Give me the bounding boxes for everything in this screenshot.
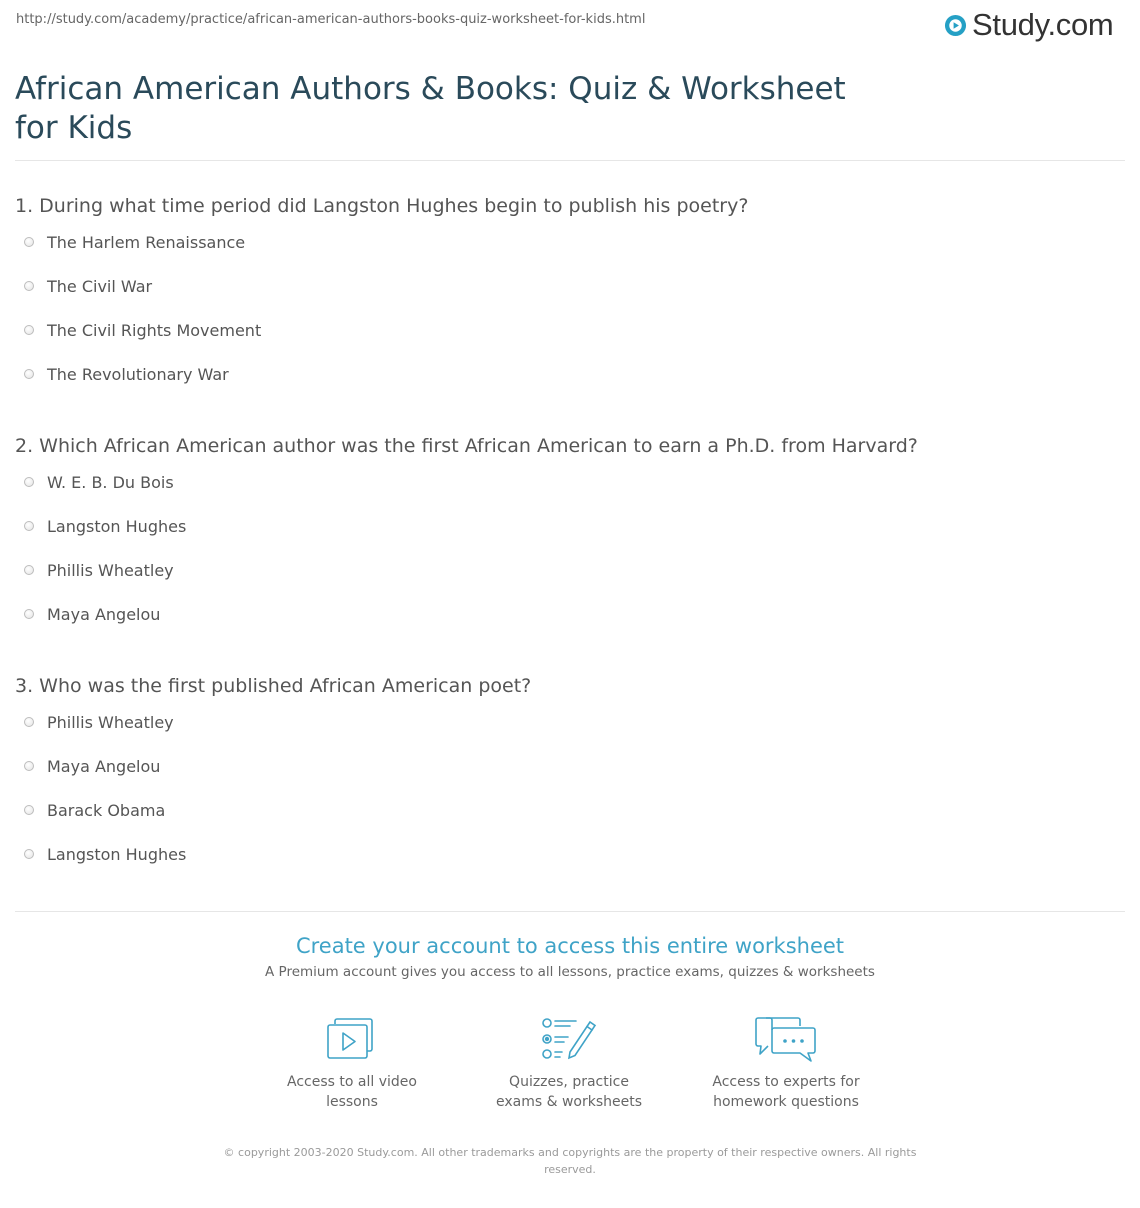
radio-button[interactable]: [24, 609, 34, 619]
page-url: http://study.com/academy/practice/african-american-authors-books-quiz-worksheet-for-kids.html: [16, 12, 646, 27]
section-divider: [15, 911, 1125, 912]
quiz-checklist-icon: [540, 1016, 598, 1062]
answer-option[interactable]: [15, 278, 1115, 322]
radio-button[interactable]: [24, 849, 34, 859]
answer-label: Maya Angelou: [47, 605, 161, 624]
feature-video-lessons: [252, 1016, 452, 1112]
question-2: [15, 433, 1115, 650]
answer-option[interactable]: [15, 802, 1115, 846]
radio-button[interactable]: [24, 369, 34, 379]
radio-button[interactable]: [24, 477, 34, 487]
question-text: 3. Who was the first published African American poet?: [15, 675, 532, 697]
feature-label: Quizzes, practice exams & worksheets: [495, 1074, 643, 1110]
radio-button[interactable]: [24, 717, 34, 727]
answer-label: The Revolutionary War: [47, 365, 229, 384]
answer-option[interactable]: [15, 758, 1115, 802]
answer-option[interactable]: [15, 562, 1115, 606]
answer-label: The Harlem Renaissance: [47, 233, 246, 252]
answer-option[interactable]: [15, 366, 1115, 410]
radio-button[interactable]: [24, 761, 34, 771]
answer-label: The Civil War: [47, 277, 153, 296]
answer-label: Langston Hughes: [47, 845, 187, 864]
radio-button[interactable]: [24, 521, 34, 531]
feature-label: Access to all video lessons: [287, 1074, 417, 1110]
answer-option[interactable]: [15, 474, 1115, 518]
copyright-text: © copyright 2003-2020 Study.com. All other trademarks and copyrights are the property of their respective owners. All rights reserved.: [223, 1146, 917, 1176]
answer-label: Phillis Wheatley: [47, 713, 174, 732]
logo-text: Study.com: [972, 7, 1114, 42]
video-lessons-icon: [325, 1016, 379, 1062]
answer-option[interactable]: [15, 846, 1115, 890]
answer-label: Barack Obama: [47, 801, 166, 820]
feature-experts: [686, 1016, 886, 1112]
create-account-link[interactable]: Create your account to access this entire worksheet: [295, 934, 845, 958]
title-divider: [15, 160, 1125, 161]
answer-label: W. E. B. Du Bois: [47, 473, 174, 492]
question-1: [15, 193, 1115, 410]
page-title: African American Authors & Books: Quiz & Worksheet for Kids: [15, 71, 846, 146]
play-circle-icon: [944, 14, 967, 37]
chat-bubbles-icon: [754, 1016, 818, 1062]
answer-option[interactable]: [15, 714, 1115, 758]
study-com-logo[interactable]: [944, 7, 1113, 43]
premium-description: A Premium account gives you access to all lessons, practice exams, quizzes & worksheets: [265, 964, 875, 980]
answer-label: The Civil Rights Movement: [47, 321, 262, 340]
radio-button[interactable]: [24, 805, 34, 815]
radio-button[interactable]: [24, 237, 34, 247]
answer-label: Maya Angelou: [47, 757, 161, 776]
question-text: 1. During what time period did Langston Hughes begin to publish his poetry?: [15, 195, 749, 217]
answer-options: [15, 474, 1115, 650]
answer-option[interactable]: [15, 606, 1115, 650]
feature-quizzes: [469, 1016, 669, 1112]
answer-option[interactable]: [15, 234, 1115, 278]
answer-label: Phillis Wheatley: [47, 561, 174, 580]
answer-option[interactable]: [15, 322, 1115, 366]
answer-options: [15, 234, 1115, 410]
answer-label: Langston Hughes: [47, 517, 187, 536]
question-3: [15, 673, 1115, 890]
radio-button[interactable]: [24, 281, 34, 291]
radio-button[interactable]: [24, 325, 34, 335]
question-text: 2. Which African American author was the first African American to earn a Ph.D. from Harvard?: [15, 435, 918, 457]
answer-option[interactable]: [15, 518, 1115, 562]
feature-label: Access to experts for homework questions: [712, 1074, 860, 1110]
answer-options: [15, 714, 1115, 890]
radio-button[interactable]: [24, 565, 34, 575]
